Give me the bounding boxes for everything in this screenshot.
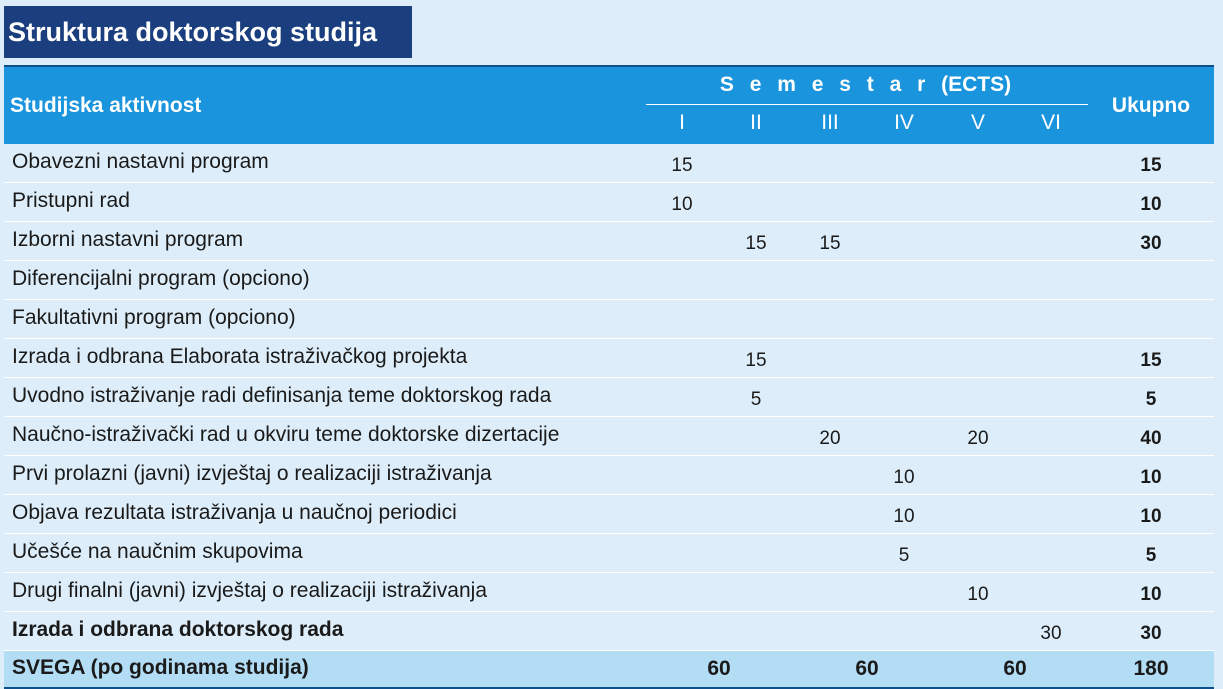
table-header	[4, 65, 1214, 144]
row-total: 15	[1140, 350, 1162, 371]
row-total: 30	[1140, 233, 1162, 254]
activity-label: Naučno-istraživački rad u okviru teme doktorske dizertacije	[12, 423, 560, 446]
summary-year-1: 60	[707, 657, 731, 680]
row-total: 5	[1145, 545, 1157, 566]
semester-header-unit: (ECTS)	[941, 73, 1012, 96]
semester-value: 15	[819, 233, 841, 254]
table-row	[4, 573, 1214, 612]
semester-value: 10	[893, 467, 915, 488]
table-row	[4, 495, 1214, 534]
activity-label: Drugi finalni (javni) izvještaj o realizaciji istraživanja	[12, 579, 488, 602]
total-header: Ukupno	[1111, 93, 1191, 117]
semester-header	[644, 73, 1087, 97]
table-row	[4, 222, 1214, 261]
page-title: Struktura doktorskog studija	[4, 6, 412, 58]
table-row	[4, 144, 1214, 183]
activity-label: Učešće na naučnim skupovima	[12, 540, 303, 563]
activity-label: Diferencijalni program (opciono)	[12, 267, 310, 290]
table-row	[4, 534, 1214, 573]
semester-value: 10	[671, 194, 693, 215]
row-total: 10	[1140, 506, 1162, 527]
row-total: 40	[1140, 428, 1162, 449]
summary-label: SVEGA (po godinama studija)	[12, 656, 309, 679]
semester-i-header: I	[679, 111, 685, 134]
table-row	[4, 417, 1214, 456]
activity-label: Objava rezultata istraživanja u naučnoj periodici	[12, 501, 457, 524]
semester-iii-header: III	[821, 111, 839, 134]
row-total: 30	[1140, 623, 1162, 644]
table-row	[4, 339, 1214, 378]
activity-label: Izrada i odbrana Elaborata istraživačkog projekta	[12, 345, 468, 368]
activity-header: Studijska aktivnost	[10, 93, 202, 117]
row-total: 15	[1140, 155, 1162, 176]
semester-vi-header: VI	[1041, 111, 1061, 134]
table-row	[4, 378, 1214, 417]
semester-value: 5	[898, 545, 910, 566]
summary-total: 180	[1133, 657, 1169, 680]
table-body	[4, 144, 1214, 651]
row-total: 10	[1140, 194, 1162, 215]
activity-label: Prvi prolazni (javni) izvještaj o realizaciji istraživanja	[12, 462, 492, 485]
semester-value: 10	[967, 584, 989, 605]
activity-label: Izborni nastavni program	[12, 228, 244, 251]
row-total: 5	[1145, 389, 1157, 410]
semester-value: 15	[745, 350, 767, 371]
activity-label: Izrada i odbrana doktorskog rada	[12, 618, 344, 641]
table-row	[4, 612, 1214, 651]
semester-value: 15	[745, 233, 767, 254]
summary-year-2: 60	[855, 657, 879, 680]
activity-label: Obavezni nastavni program	[12, 150, 269, 173]
activity-label: Pristupni rad	[12, 189, 130, 212]
study-structure-table	[4, 65, 1214, 689]
table-row	[4, 261, 1214, 300]
activity-label: Uvodno istraživanje radi definisanja teme doktorskog rada	[12, 384, 552, 407]
table-row	[4, 300, 1214, 339]
semester-ii-header: II	[750, 111, 762, 134]
table-row	[4, 456, 1214, 495]
row-total: 10	[1140, 467, 1162, 488]
activity-label: Fakultativni program (opciono)	[12, 306, 296, 329]
semester-header-label: S e m e s t a r	[719, 73, 931, 96]
semester-value: 20	[819, 428, 841, 449]
semester-v-header: V	[970, 111, 985, 134]
table-row	[4, 183, 1214, 222]
semester-value: 10	[893, 506, 915, 527]
semester-value: 15	[671, 155, 693, 176]
semester-value: 5	[750, 389, 762, 410]
summary-year-3: 60	[1003, 657, 1027, 680]
summary-row	[4, 651, 1214, 689]
semester-iv-header: IV	[894, 111, 914, 134]
semester-value: 30	[1040, 623, 1062, 644]
semester-divider	[646, 104, 1088, 105]
semester-value: 20	[967, 428, 989, 449]
row-total: 10	[1140, 584, 1162, 605]
